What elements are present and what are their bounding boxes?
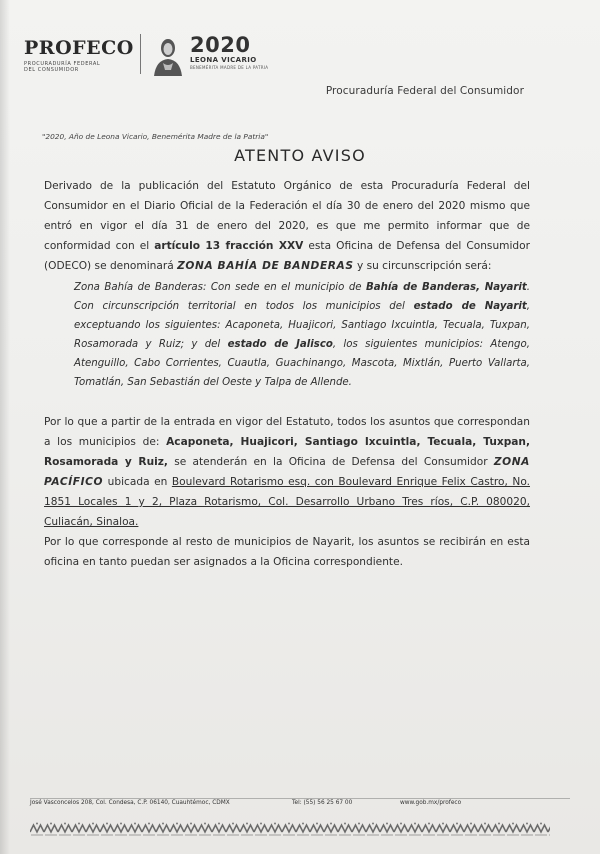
paragraph-2 bbox=[74, 278, 530, 392]
page-shadow bbox=[0, 0, 10, 854]
p2-text-2: . Con circunscripción territorial en todos los municipios del bbox=[74, 282, 530, 312]
paragraph-3 bbox=[44, 412, 530, 532]
p3-text-3: ubicada en bbox=[103, 476, 172, 488]
p2-bold-3: estado de Jalisco bbox=[227, 339, 333, 350]
paragraph-4: Por lo que corresponde al resto de municipios de Nayarit, los asuntos se recibirán en esta oficina en tanto puedan ser asignados a la Oficina correspondiente. bbox=[44, 536, 530, 568]
profeco-logo bbox=[24, 38, 134, 73]
p1-text-2: esta Oficina de Defensa del Consumidor (ODECO) se denominará bbox=[44, 240, 530, 272]
leona-vicario-portrait-icon bbox=[150, 34, 186, 76]
p2-text-3: , exceptuando los siguientes: Acaponeta, Huajicori, Santiago Ixcuintla, Tecuala, Tuxpan, Rosamorada y Ruiz; y del bbox=[74, 301, 530, 350]
p1-text-3: y su circunscripción será: bbox=[353, 260, 492, 272]
motto: "2020, Año de Leona Vicario, Benemérita Madre de la Patria" bbox=[42, 132, 269, 141]
paragraph-1 bbox=[44, 176, 530, 276]
profeco-brand: PROFECO bbox=[24, 37, 134, 59]
notice-body bbox=[44, 176, 530, 572]
footer-divider bbox=[30, 798, 570, 799]
logo-divider bbox=[140, 34, 141, 74]
p2-text-1: Zona Bahía de Banderas: Con sede en el municipio de bbox=[74, 282, 367, 293]
footer-web: www.gob.mx/profeco bbox=[400, 800, 462, 806]
year-sub: BENEMÉRITA MADRE DE LA PATRIA bbox=[190, 65, 269, 70]
p3-text-1: Por lo que a partir de la entrada en vigor del Estatuto, todos los asuntos que correspondan a los municipios de: bbox=[44, 416, 530, 448]
p3-bold-municipios: Acaponeta, Huajicori, Santiago Ixcuintla, Tecuala, Tuxpan, Rosamorada y Ruiz, bbox=[44, 436, 530, 468]
p3-zona-name: ZONA PACÍFICO bbox=[44, 456, 530, 488]
year-2020-logo bbox=[190, 34, 268, 71]
page-title: ATENTO AVISO bbox=[234, 146, 366, 165]
p1-bold-article: artículo 13 fracción XXV bbox=[154, 240, 304, 252]
org-name: Procuraduría Federal del Consumidor bbox=[325, 85, 524, 97]
p1-text-1: Derivado de la publicación del Estatuto Orgánico de esta Procuraduría Federal del Consumidor en el Diario Oficial de la Federación el día 30 de enero del 2020 mismo que entró en vigor el día 31 de enero del 2020, es que me permito informar que de conformidad con el bbox=[44, 180, 530, 252]
p2-text-4: , los siguientes municipios: Atengo, Atenguillo, Cabo Corrientes, Cuautla, Guachinango, Mascota, Mixtlán, Puerto Vallarta, Tomatlán, San Sebastián del Oeste y Talpa de Allende. bbox=[74, 339, 530, 388]
profeco-brand-sub-2: DEL CONSUMIDOR bbox=[24, 67, 79, 73]
p1-zona-name: ZONA BAHÍA DE BANDERAS bbox=[177, 260, 354, 272]
year-name: LEONA VICARIO bbox=[190, 56, 257, 64]
p2-bold-2: estado de Nayarit bbox=[413, 301, 527, 312]
p2-bold-1: Bahía de Banderas, Nayarit bbox=[366, 282, 527, 293]
year-2020: 2020 bbox=[190, 33, 251, 57]
footer-address: José Vasconcelos 208, Col. Condesa, C.P. 06140, Cuauhtémoc, CDMX bbox=[30, 800, 230, 806]
profeco-brand-sub-1: PROCURADURÍA FEDERAL bbox=[24, 61, 101, 67]
footer-phone: Tel: (55) 56 25 67 00 bbox=[292, 800, 353, 806]
p3-text-2: se atenderán en la Oficina de Defensa del Consumidor bbox=[167, 456, 494, 468]
p3-address: Boulevard Rotarismo esq. con Boulevard Enrique Felix Castro, No. 1851 Locales 1 y 2, Plaza Rotarismo, Col. Desarrollo Urbano Tres ríos, C.P. 080020, Culiacán, Sinaloa. bbox=[44, 476, 530, 528]
footer-decorative-pattern bbox=[30, 822, 550, 836]
